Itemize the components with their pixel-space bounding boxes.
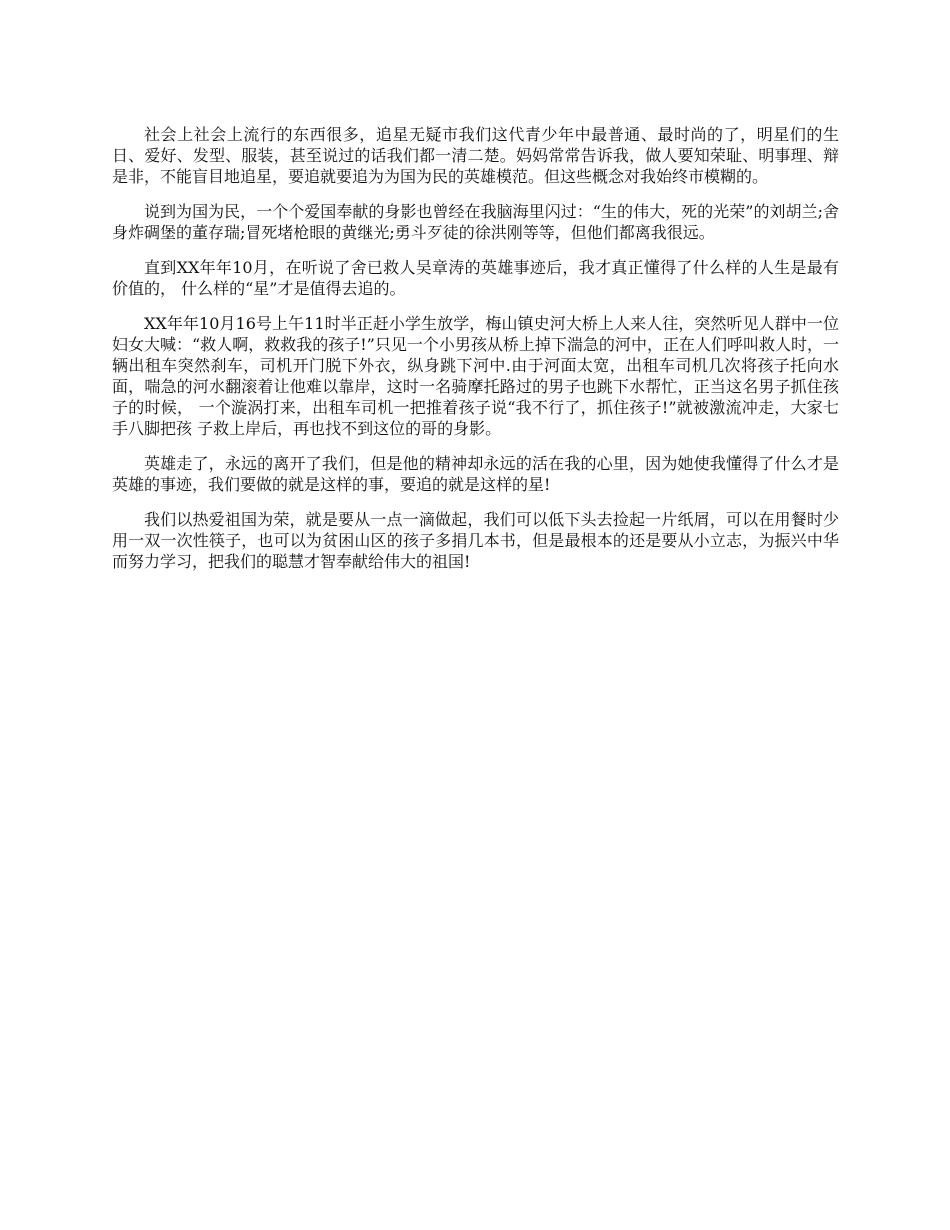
paragraph-6: 我们以热爱祖国为荣，就是要从一点一滴做起，我们可以低下头去捡起一片纸屑，可以在用餐时少用一双一次性筷子，也可以为贫困山区的孩子多捐几本书，但是最根本的还是要从小立志，为振兴中华而努力学习，把我们的聪慧才智奉献给伟大的祖国!	[112, 510, 839, 571]
document-body	[112, 124, 839, 586]
paragraph-3: 直到XX年年10月，在听说了舍已救人吴章涛的英雄事迹后，我才真正懂得了什么样的人生是最有价值的， 什么样的“星”才是值得去追的。	[112, 258, 839, 298]
paragraph-4: XX年年10月16号上午11时半正赶小学生放学，梅山镇史河大桥上人来人往，突然听见人群中一位妇女大喊：“救人啊，救救我的孩子!”只见一个小男孩从桥上掉下湍急的河中，正在人们呼叫救人时，一辆出租车突然刹车，司机开门脱下外衣，纵身跳下河中.由于河面太宽，出租车司机几次将孩子托向水面，喘急的河水翻滚着让他难以靠岸，这时一名骑摩托路过的男子也跳下水帮忙，正当这名男子抓住孩子的时候， 一个漩涡打来，出租车司机一把推着孩子说“我不行了，抓住孩子!”就被激流冲走，大家七手八脚把孩 子救上岸后，再也找不到这位的哥的身影。	[112, 314, 839, 438]
paragraph-5: 英雄走了，永远的离开了我们，但是他的精神却永远的活在我的心里，因为她使我懂得了什么才是英雄的事迹，我们要做的就是这样的事，要追的就是这样的星!	[112, 454, 839, 494]
paragraph-1: 社会上社会上流行的东西很多，追星无疑市我们这代青少年中最普通、最时尚的了，明星们的生日、爱好、发型、服装，甚至说过的话我们都一清二楚。妈妈常常告诉我，做人要知荣耻、明事理、辩是非，不能盲目地追星，要追就要追为为国为民的英雄模范。但这些概念对我始终市模糊的。	[112, 125, 839, 186]
paragraph-2: 说到为国为民，一个个爱国奉献的身影也曾经在我脑海里闪过：“生的伟大，死的光荣”的刘胡兰;舍身炸碉堡的董存瑞;冒死堵枪眼的黄继光;勇斗歹徒的徐洪刚等等，但他们都离我很远。	[112, 202, 839, 242]
